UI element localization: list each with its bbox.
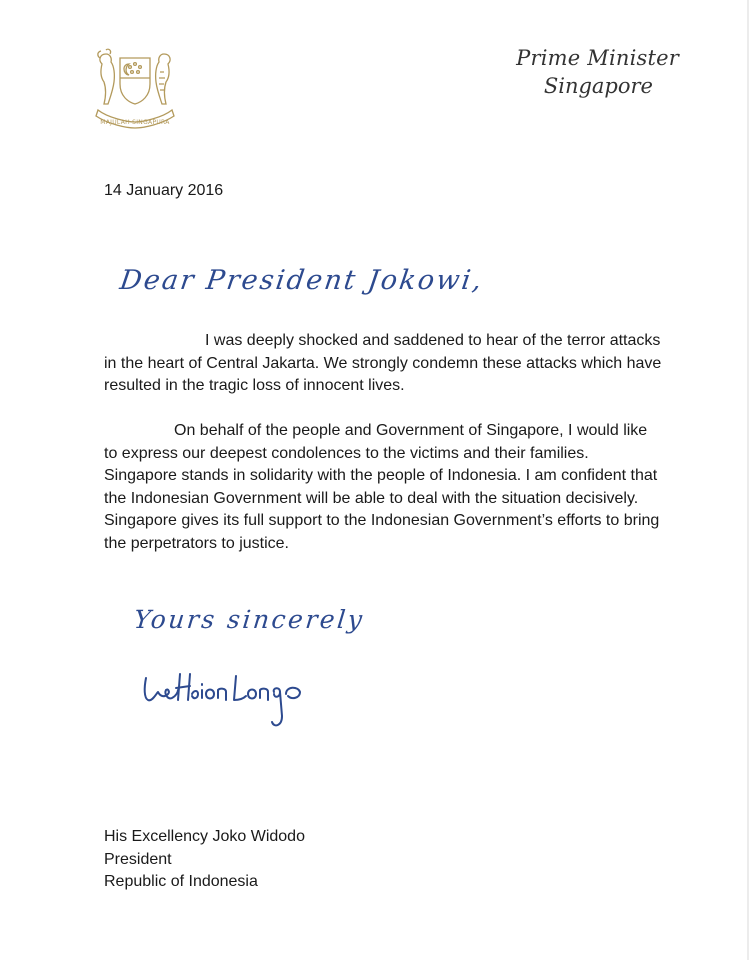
letterhead-country: Singapore: [543, 74, 653, 98]
handwritten-salutation: Dear President Jokowi,: [117, 265, 486, 296]
recipient-name: His Excellency Joko Widodo: [104, 828, 305, 845]
letterhead: [459, 44, 679, 100]
singapore-coat-of-arms-icon: [88, 42, 182, 130]
recipient-title: President: [104, 850, 172, 868]
signature: [140, 664, 330, 736]
letterhead-office: Prime Minister: [516, 46, 679, 70]
handwritten-closing: Yours sincerely: [132, 605, 366, 634]
body-paragraph-2: On behalf of the people and Government of Singapore, I would like to express our deepest condolences to the victims and their families. Singapore stands in solidarity with the people of Indonesia. I am confident that the Indonesian Government will be able to deal with the situation decisively. Singapore gives its full support to the Indonesian Government’s efforts to bring the perpetrators to justice.: [104, 422, 660, 552]
recipient-country: Republic of Indonesia: [104, 873, 258, 890]
body-paragraph-1: I was deeply shocked and saddened to hear of the terror attacks in the heart of Central Jakarta. We strongly condemn these attacks which have resulted in the tragic loss of innocent lives.: [104, 332, 662, 394]
recipient-block: [104, 826, 305, 894]
letter-date: 14 January 2016: [104, 182, 224, 199]
svg-text:MAJULAH SINGAPURA: MAJULAH SINGAPURA: [100, 119, 170, 126]
